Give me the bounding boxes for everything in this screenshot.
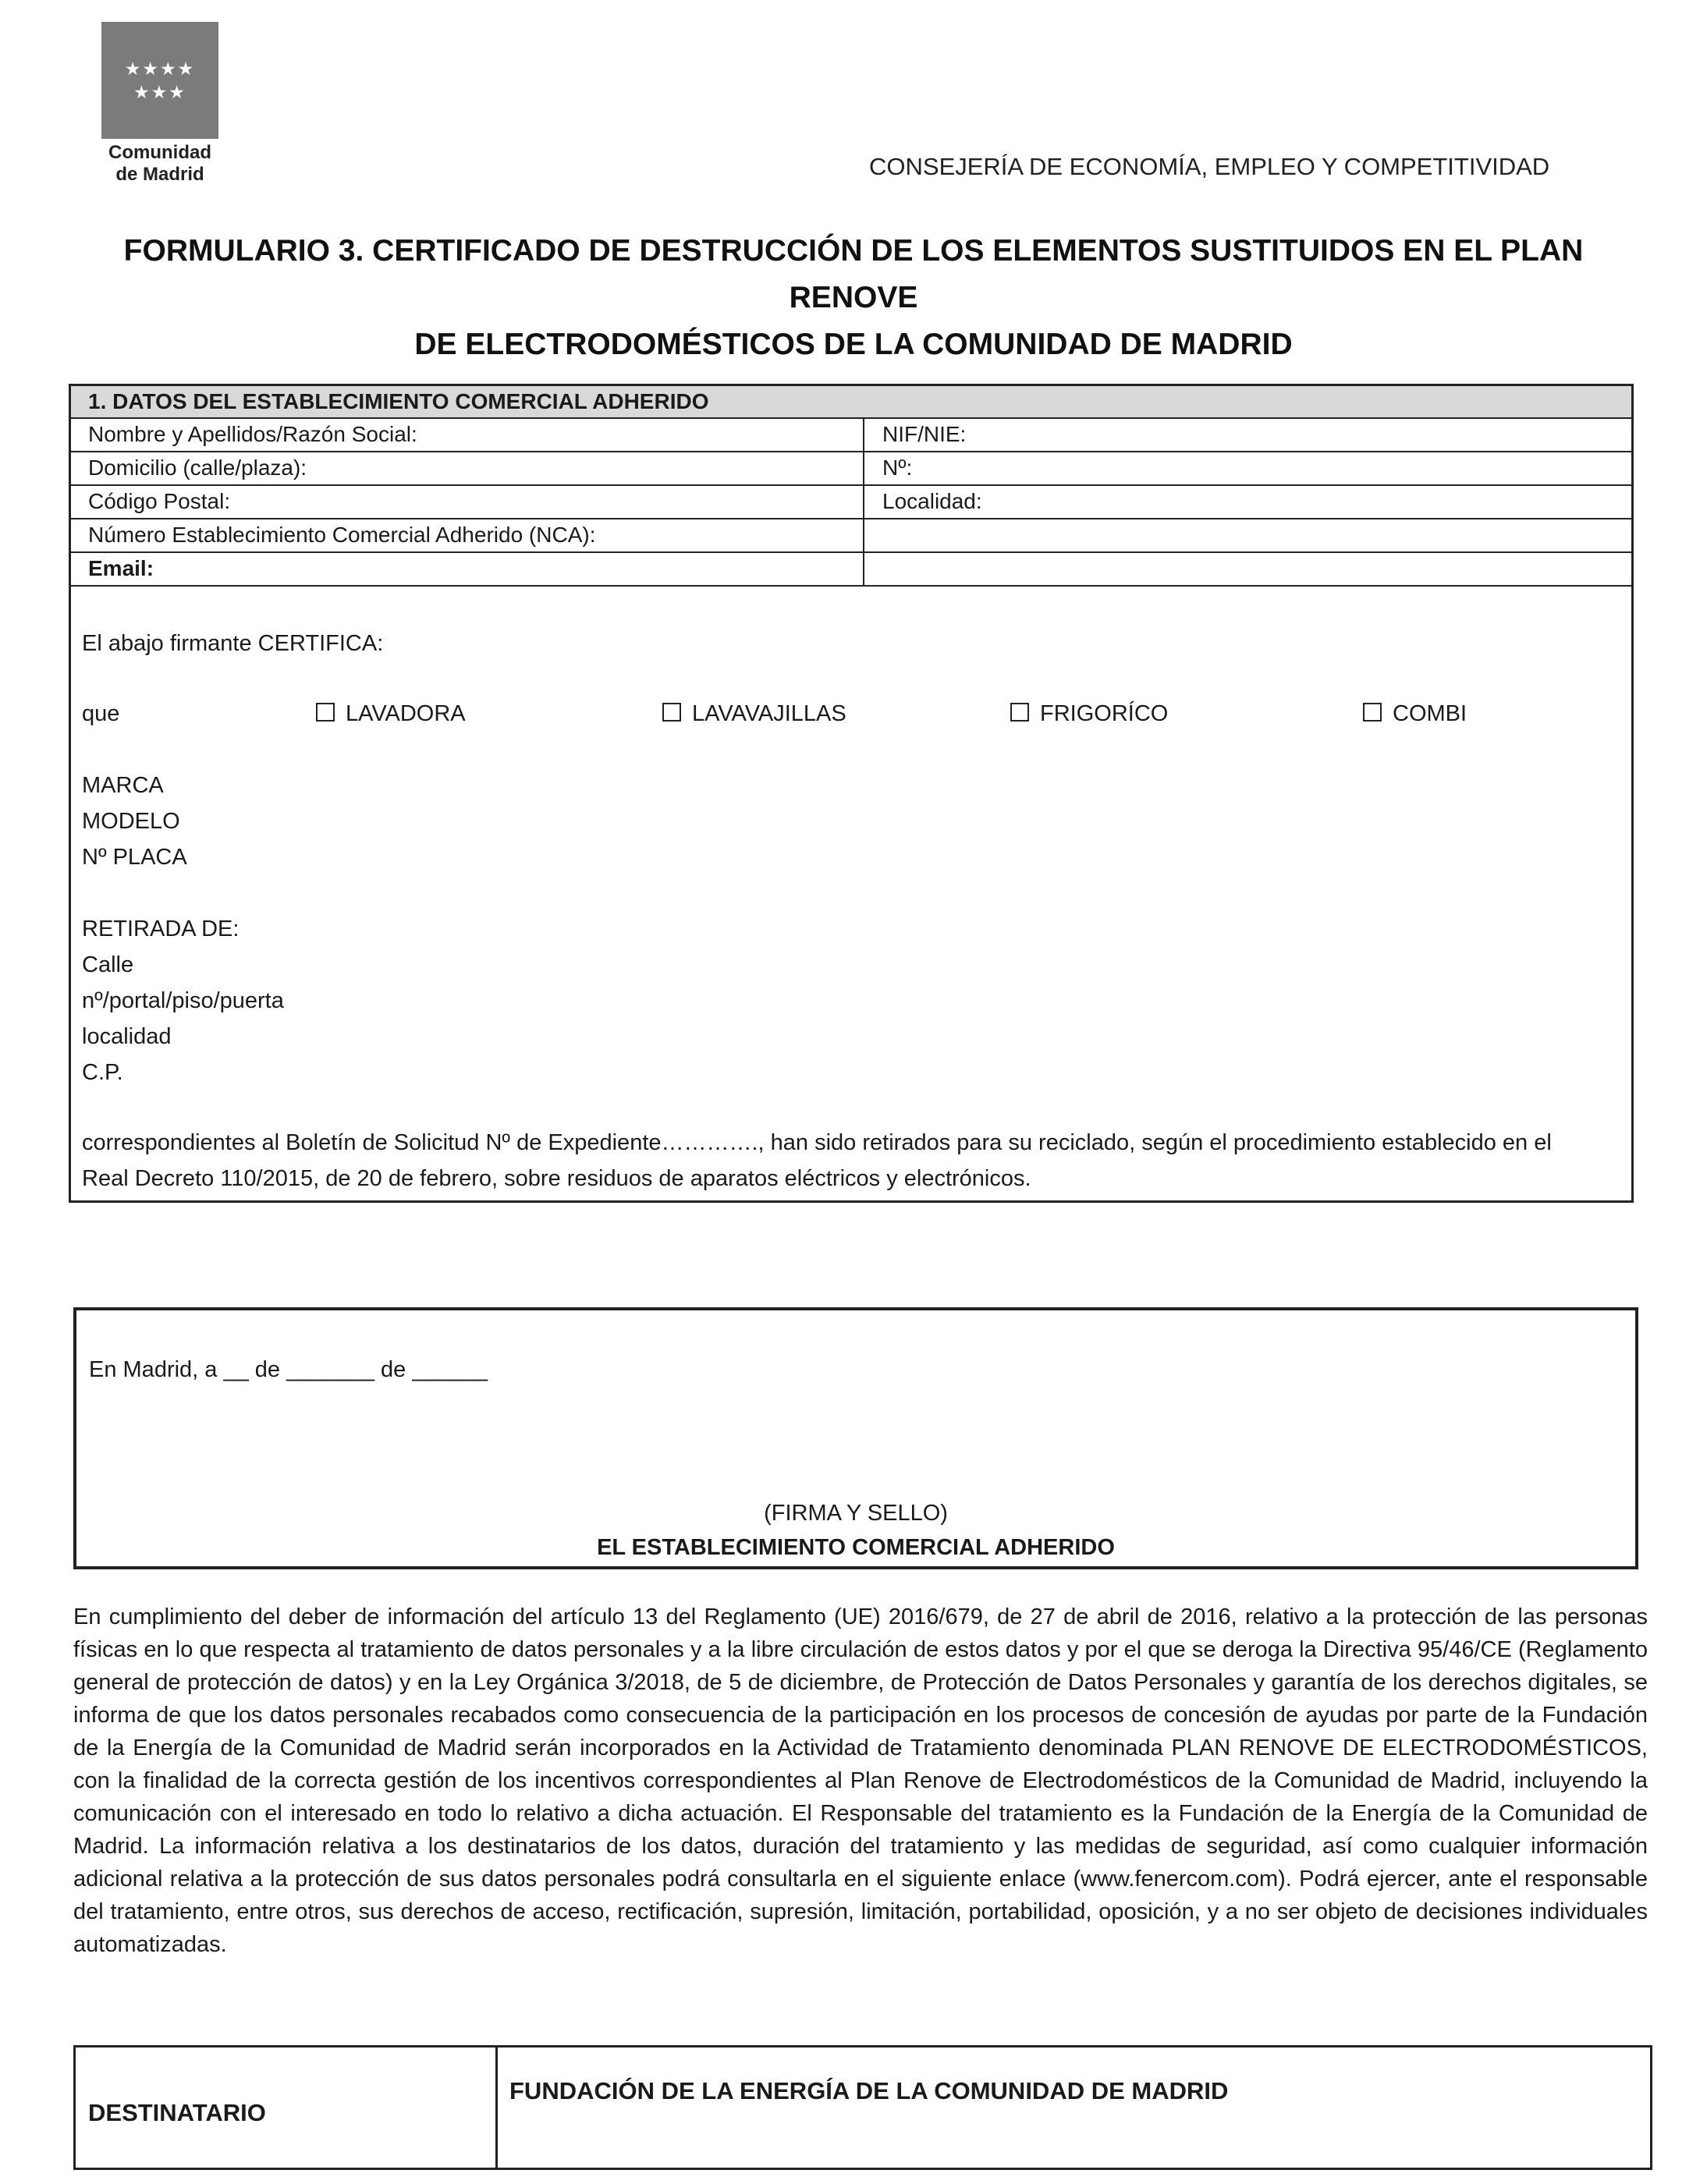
destinatario-value: FUNDACIÓN DE LA ENERGÍA DE LA COMUNIDAD DE MADRID [509,2077,1229,2104]
field-nif-label[interactable]: NIF/NIE: [882,422,967,446]
consejeria-heading: CONSEJERÍA DE ECONOMÍA, EMPLEO Y COMPETITIVIDAD [869,153,1550,180]
date-line[interactable]: En Madrid, a __ de _______ de ______ [89,1357,488,1382]
checkbox-icon[interactable] [316,703,335,722]
certifica-text: El abajo firmante CERTIFICA: [82,631,384,656]
destinatario-table [73,2045,1652,2170]
option-combi[interactable] [1363,701,1467,727]
option-label: FRIGORÍCO [1040,701,1169,726]
table-row [71,486,1631,519]
form-title-line2: DE ELECTRODOMÉSTICOS DE LA COMUNIDAD DE MADRID [414,328,1293,361]
option-lavavajillas[interactable] [662,701,846,727]
field-nca-label[interactable]: Número Establecimiento Comercial Adherido (NCA): [88,523,596,547]
legal-notice: En cumplimiento del deber de información del artículo 13 del Reglamento (UE) 2016/679, de 27 de abril de 2016, relativo a la protección de las personas físicas en lo que respecta al tratamiento de datos personales y a la libre circulación de estos datos y por el que se deroga la Directiva 95/46/CE (Reglamento general de protección de datos) y en la Ley Orgánica 3/2018, de 5 de diciembre, de Protección de Datos Personales y garantía de los derechos digitales, se informa de que los datos personales recabados como consecuencia de la participación en los procesos de concesión de ayudas por parte de la Fundación de la Energía de la Comunidad de Madrid serán incorporados en la Actividad de Tratamiento denominada PLAN RENOVE DE ELECTRODOMÉSTICOS, con la finalidad de la correcta gestión de los incentivos correspondientes al Plan Renove de Electrodomésticos de la Comunidad de Madrid, incluyendo la comunicación con el interesado en todo lo relativo a dicha actuación. El Responsable del tratamiento es la Fundación de la Energía de la Comunidad de Madrid. La información relativa a los destinatarios de los datos, duración del tratamiento y las medidas de seguridad, así como cualquier información adicional relativa a la protección de sus datos personales podrá consultarla en el siguiente enlace (www.fenercom.com). Podrá ejercer, ante el responsable del tratamiento, entre otros, sus derechos de acceso, rectificación, supresión, limitación, portabilidad, oposición, y a no ser objeto de decisiones individuales automatizadas. [73,1604,1648,1957]
field-portal[interactable]: nº/portal/piso/puerta [82,988,284,1013]
section-heading-row [71,386,1631,419]
form-title [70,228,1637,368]
column-divider [495,2048,498,2168]
checkbox-icon[interactable] [1010,703,1029,722]
stars-icon: ★★★★ ★★★ [124,59,196,103]
field-codigo-postal-label[interactable]: Código Postal: [88,489,231,513]
signature-box [73,1307,1638,1569]
logo-text-line1: Comunidad [108,142,211,163]
option-lavadora[interactable] [316,701,466,727]
checkbox-icon[interactable] [1363,703,1382,722]
option-label: LAVADORA [346,701,466,726]
checkbox-icon[interactable] [662,703,681,722]
table-row [71,519,1631,553]
closing-line1: correspondientes al Boletín de Solicitud Nº de Expediente…………., han sido retirados para su reciclado, según el procedimiento establecido en el [82,1130,1552,1155]
field-domicilio-label[interactable]: Domicilio (calle/plaza): [88,456,307,480]
table-row [71,419,1631,452]
field-localidad-label[interactable]: Localidad: [882,489,982,513]
option-frigorifico[interactable] [1010,701,1168,727]
logo-text [101,142,218,186]
que-text: que [82,701,120,726]
field-nombre-label[interactable]: Nombre y Apellidos/Razón Social: [88,422,417,446]
field-numero-label[interactable]: Nº: [882,456,913,480]
option-label: COMBI [1393,701,1467,726]
section-datos-establecimiento [69,384,1634,1203]
field-marca[interactable]: MARCA [82,773,164,798]
firma-sello-label: (FIRMA Y SELLO) [764,1501,948,1526]
form-title-line1: FORMULARIO 3. CERTIFICADO DE DESTRUCCIÓN DE LOS ELEMENTOS SUSTITUIDOS EN EL PLAN RENOVE [123,234,1584,314]
field-cp[interactable]: C.P. [82,1060,123,1085]
field-calle[interactable]: Calle [82,952,134,977]
field-email-label[interactable]: Email: [88,556,154,580]
field-modelo[interactable]: MODELO [82,809,180,834]
field-localidad[interactable]: localidad [82,1024,172,1049]
closing-line2: Real Decreto 110/2015, de 20 de febrero, sobre residuos de aparatos eléctricos y electrónicos. [82,1166,1031,1191]
table-row [71,452,1631,486]
field-placa[interactable]: Nº PLACA [82,845,187,870]
establecimiento-label: EL ESTABLECIMIENTO COMERCIAL ADHERIDO [597,1535,1115,1560]
option-label: LAVAVAJILLAS [692,701,846,726]
destinatario-label: DESTINATARIO [88,2099,266,2126]
logo-text-line2: de Madrid [115,164,204,185]
section-heading: 1. DATOS DEL ESTABLECIMIENTO COMERCIAL ADHERIDO [88,389,709,413]
retirada-heading: RETIRADA DE: [82,916,240,941]
table-row [71,553,1631,587]
comunidad-madrid-logo [101,22,218,186]
